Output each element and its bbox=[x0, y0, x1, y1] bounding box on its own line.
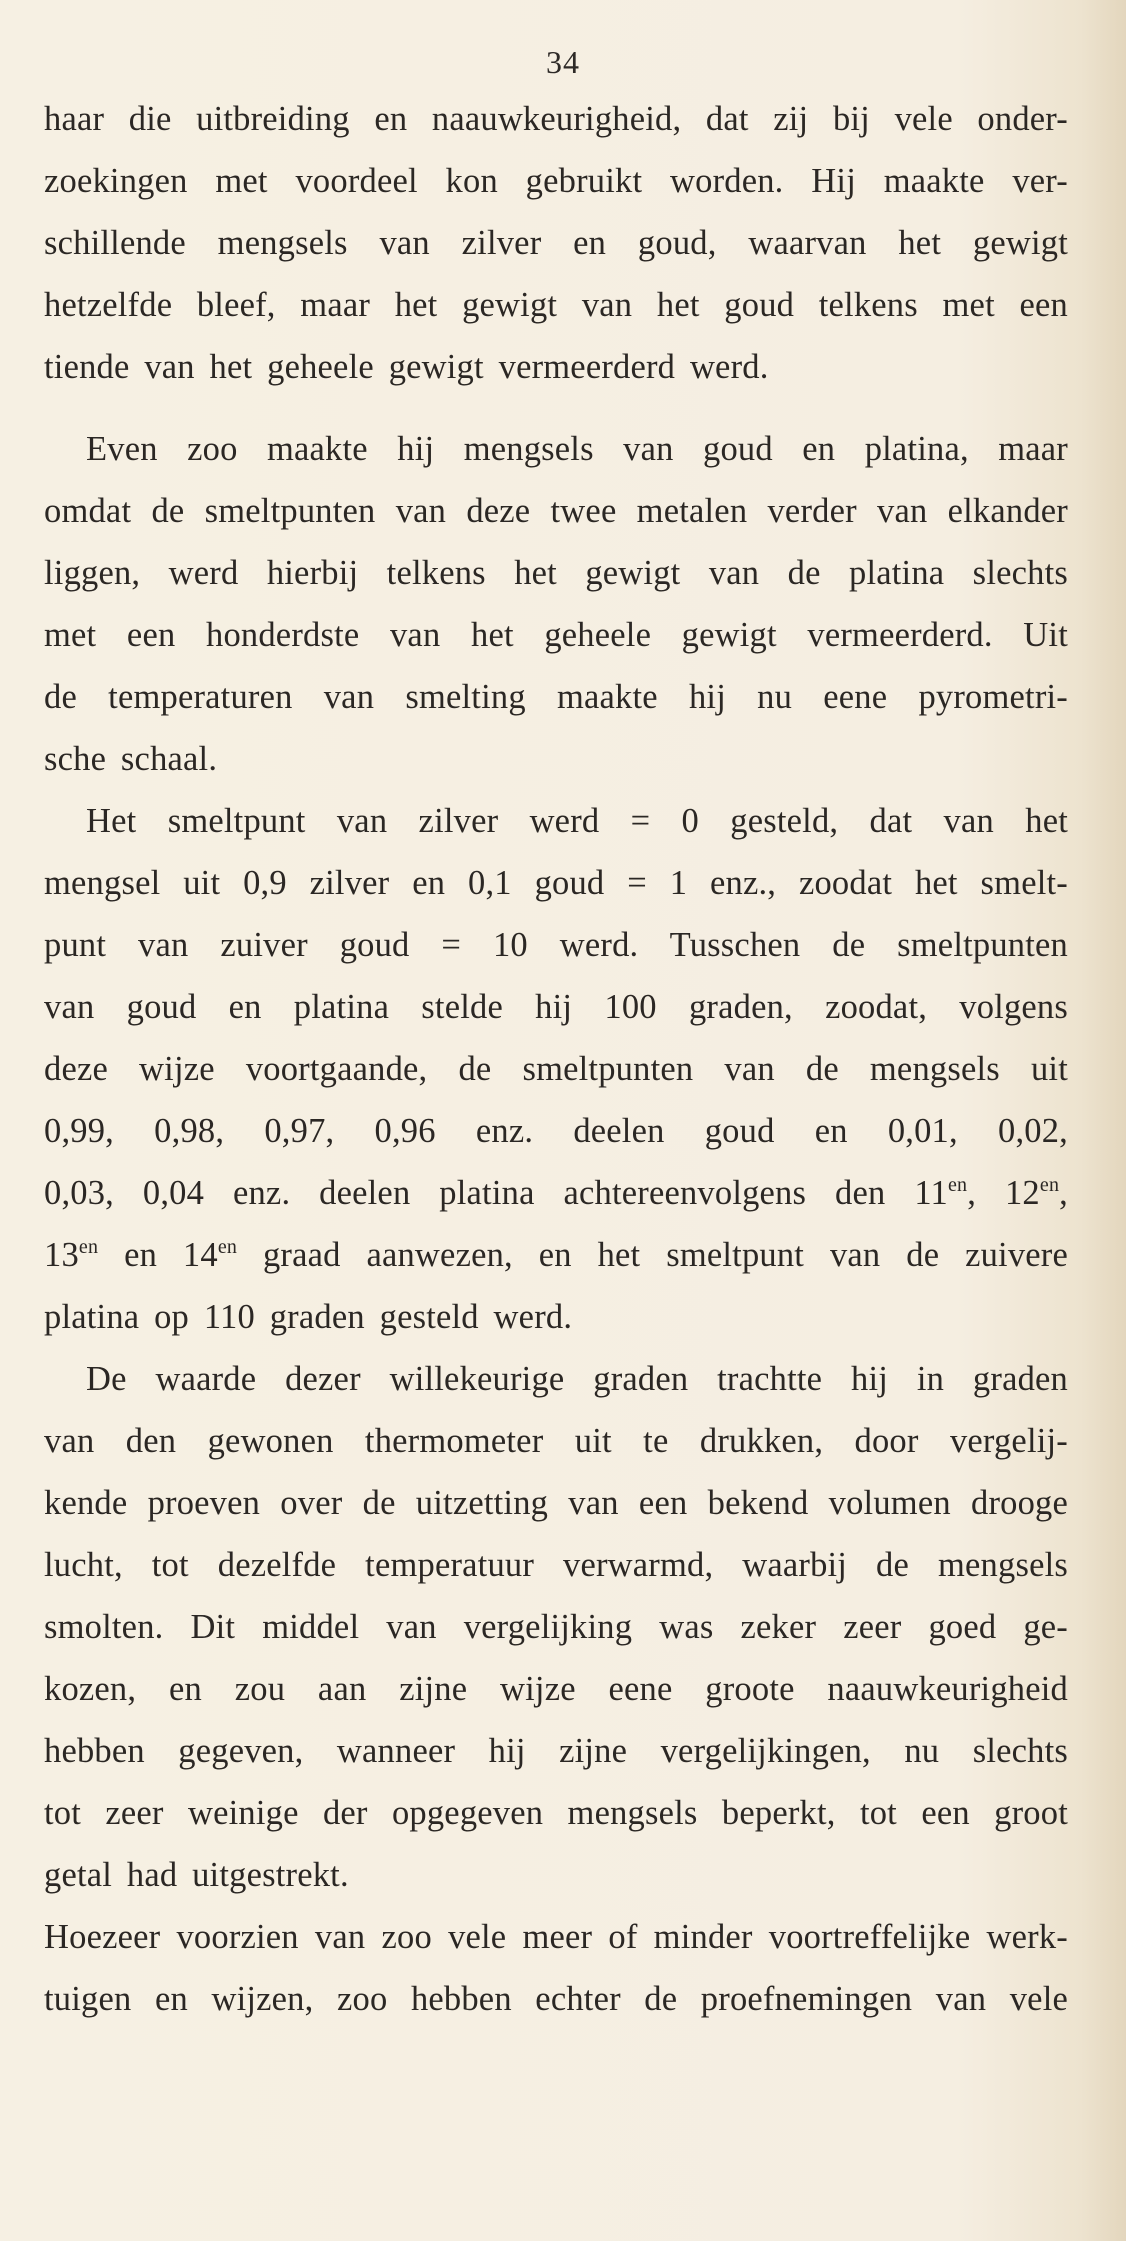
text-line: kozen, en zou aan zijne wijze eene groote naauwkeurigheid bbox=[44, 1670, 1068, 1708]
text-line-with-superscripts bbox=[44, 1224, 1068, 1286]
superscript: en bbox=[1039, 1174, 1060, 1196]
text-line: 0,99, 0,98, 0,97, 0,96 enz. deelen goud en 0,01, 0,02, bbox=[44, 1112, 1068, 1150]
text-line: De waarde dezer willekeurige graden trachtte hij in graden bbox=[86, 1360, 1068, 1398]
text-line: schillende mengsels van zilver en goud, waarvan het gewigt bbox=[44, 224, 1068, 262]
text-line: van den gewonen thermometer uit te drukken, door vergelij- bbox=[44, 1422, 1068, 1460]
text-segment: en 14 bbox=[98, 1236, 218, 1274]
superscript: en bbox=[947, 1174, 968, 1196]
page-number: 34 bbox=[546, 44, 580, 80]
text-line: zoekingen met voordeel kon gebruikt worden. Hij maakte ver- bbox=[44, 162, 1068, 200]
superscript: en bbox=[217, 1236, 238, 1258]
text-line: de temperaturen van smelting maakte hij nu eene pyrometri- bbox=[44, 678, 1068, 716]
text-line: sche schaal. bbox=[44, 740, 218, 778]
text-segment: graad aanwezen, en het smeltpunt van de zuivere bbox=[237, 1236, 1069, 1274]
text-segment: 13 bbox=[44, 1236, 79, 1274]
text-line: Het smeltpunt van zilver werd = 0 gesteld, dat van het bbox=[86, 802, 1068, 840]
text-line: tiende van het geheele gewigt vermeerderd werd. bbox=[44, 348, 769, 386]
text-line: Hoezeer voorzien van zoo vele meer of minder voortreffelijke werk- bbox=[44, 1918, 1068, 1956]
superscript: en bbox=[78, 1236, 99, 1258]
text-line: punt van zuiver goud = 10 werd. Tusschen de smeltpunten bbox=[44, 926, 1068, 964]
text-line: platina op 110 graden gesteld werd. bbox=[44, 1298, 573, 1336]
text-line: smolten. Dit middel van vergelijking was zeker zeer goed ge- bbox=[44, 1608, 1068, 1646]
text-line: kende proeven over de uitzetting van een bekend volumen drooge bbox=[44, 1484, 1068, 1522]
text-line: lucht, tot dezelfde temperatuur verwarmd, waarbij de mengsels bbox=[44, 1546, 1068, 1584]
text-line: getal had uitgestrekt. bbox=[44, 1856, 349, 1894]
text-line: deze wijze voortgaande, de smeltpunten van de mengsels uit bbox=[44, 1050, 1068, 1088]
text-line: haar die uitbreiding en naauwkeurigheid, dat zij bij vele onder- bbox=[44, 100, 1068, 138]
text-segment: 0,03, 0,04 enz. deelen platina achtereenvolgens den 11 bbox=[44, 1174, 948, 1212]
text-line: mengsel uit 0,9 zilver en 0,1 goud = 1 enz., zoodat het smelt- bbox=[44, 864, 1068, 902]
text-line: hebben gegeven, wanneer hij zijne vergelijkingen, nu slechts bbox=[44, 1732, 1068, 1770]
text-line: tuigen en wijzen, zoo hebben echter de proefnemingen van vele bbox=[44, 1980, 1068, 2018]
text-line: met een honderdste van het geheele gewigt vermeerderd. Uit bbox=[44, 616, 1068, 654]
text-line: tot zeer weinige der opgegeven mengsels beperkt, tot een groot bbox=[44, 1794, 1068, 1832]
text-segment: , bbox=[1059, 1174, 1068, 1212]
text-segment: , 12 bbox=[967, 1174, 1040, 1212]
text-line: van goud en platina stelde hij 100 graden, zoodat, volgens bbox=[44, 988, 1068, 1026]
text-line: liggen, werd hierbij telkens het gewigt van de platina slechts bbox=[44, 554, 1068, 592]
text-line: hetzelfde bleef, maar het gewigt van het goud telkens met een bbox=[44, 286, 1068, 324]
text-line-with-superscripts bbox=[44, 1162, 1068, 1224]
text-line: omdat de smeltpunten van deze twee metalen verder van elkander bbox=[44, 492, 1068, 530]
text-line: Even zoo maakte hij mengsels van goud en platina, maar bbox=[86, 430, 1068, 468]
